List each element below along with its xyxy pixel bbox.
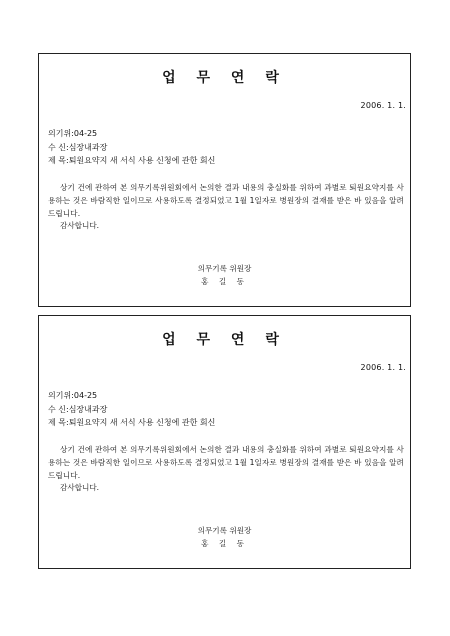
signature-organization: 의무기록 위원장	[197, 526, 252, 535]
signature-name: 홍 길 동	[201, 277, 248, 286]
memo-body: 상기 건에 관하여 본 의무기록위원회에서 논의한 결과 내용의 충실화를 위하여 과별로 퇴원요약지를 사용하는 것은 바람직한 일이므로 사용하도록 결정되었고 1월 1일자로 병원장의 결재를 받은 바 있음을 알려드립니다.	[48, 445, 404, 480]
memo-body: 상기 건에 관하여 본 의무기록위원회에서 논의한 결과 내용의 충실화를 위하여 과별로 퇴원요약지를 사용하는 것은 바람직한 일이므로 사용하도록 결정되었고 1월 1일자로 병원장의 결재를 받은 바 있음을 알려드립니다.	[48, 183, 404, 218]
subject-label: 제 목:	[48, 156, 69, 165]
memo-form-bottom	[38, 315, 411, 569]
subject: 퇴원요약지 새 서식 사용 신청에 관한 회신	[68, 418, 216, 427]
doc-number-label: 의기위:	[48, 391, 74, 400]
doc-number-line	[48, 128, 97, 139]
doc-number-label: 의기위:	[48, 129, 74, 138]
recipient: 심장내과장	[68, 405, 108, 414]
memo-form-top	[38, 53, 411, 307]
doc-number: 04-25	[73, 391, 98, 400]
recipient: 심장내과장	[68, 143, 108, 152]
signature-name: 홍 길 동	[201, 539, 248, 548]
doc-number: 04-25	[73, 129, 98, 138]
subject-line	[48, 417, 215, 428]
recipient-line	[48, 404, 107, 415]
memo-closing: 감사합니다.	[60, 483, 100, 492]
doc-number-line	[48, 390, 97, 401]
recipient-label: 수 신:	[48, 405, 69, 414]
memo-date: 2006. 1. 1.	[360, 363, 406, 372]
memo-date: 2006. 1. 1.	[360, 101, 406, 110]
subject-line	[48, 155, 215, 166]
recipient-line	[48, 142, 107, 153]
recipient-label: 수 신:	[48, 143, 69, 152]
signature-organization: 의무기록 위원장	[197, 264, 252, 273]
subject: 퇴원요약지 새 서식 사용 신청에 관한 회신	[68, 156, 216, 165]
memo-title: 업 무 연 락	[162, 332, 287, 348]
memo-title: 업 무 연 락	[162, 70, 287, 86]
memo-closing: 감사합니다.	[60, 221, 100, 230]
subject-label: 제 목:	[48, 418, 69, 427]
